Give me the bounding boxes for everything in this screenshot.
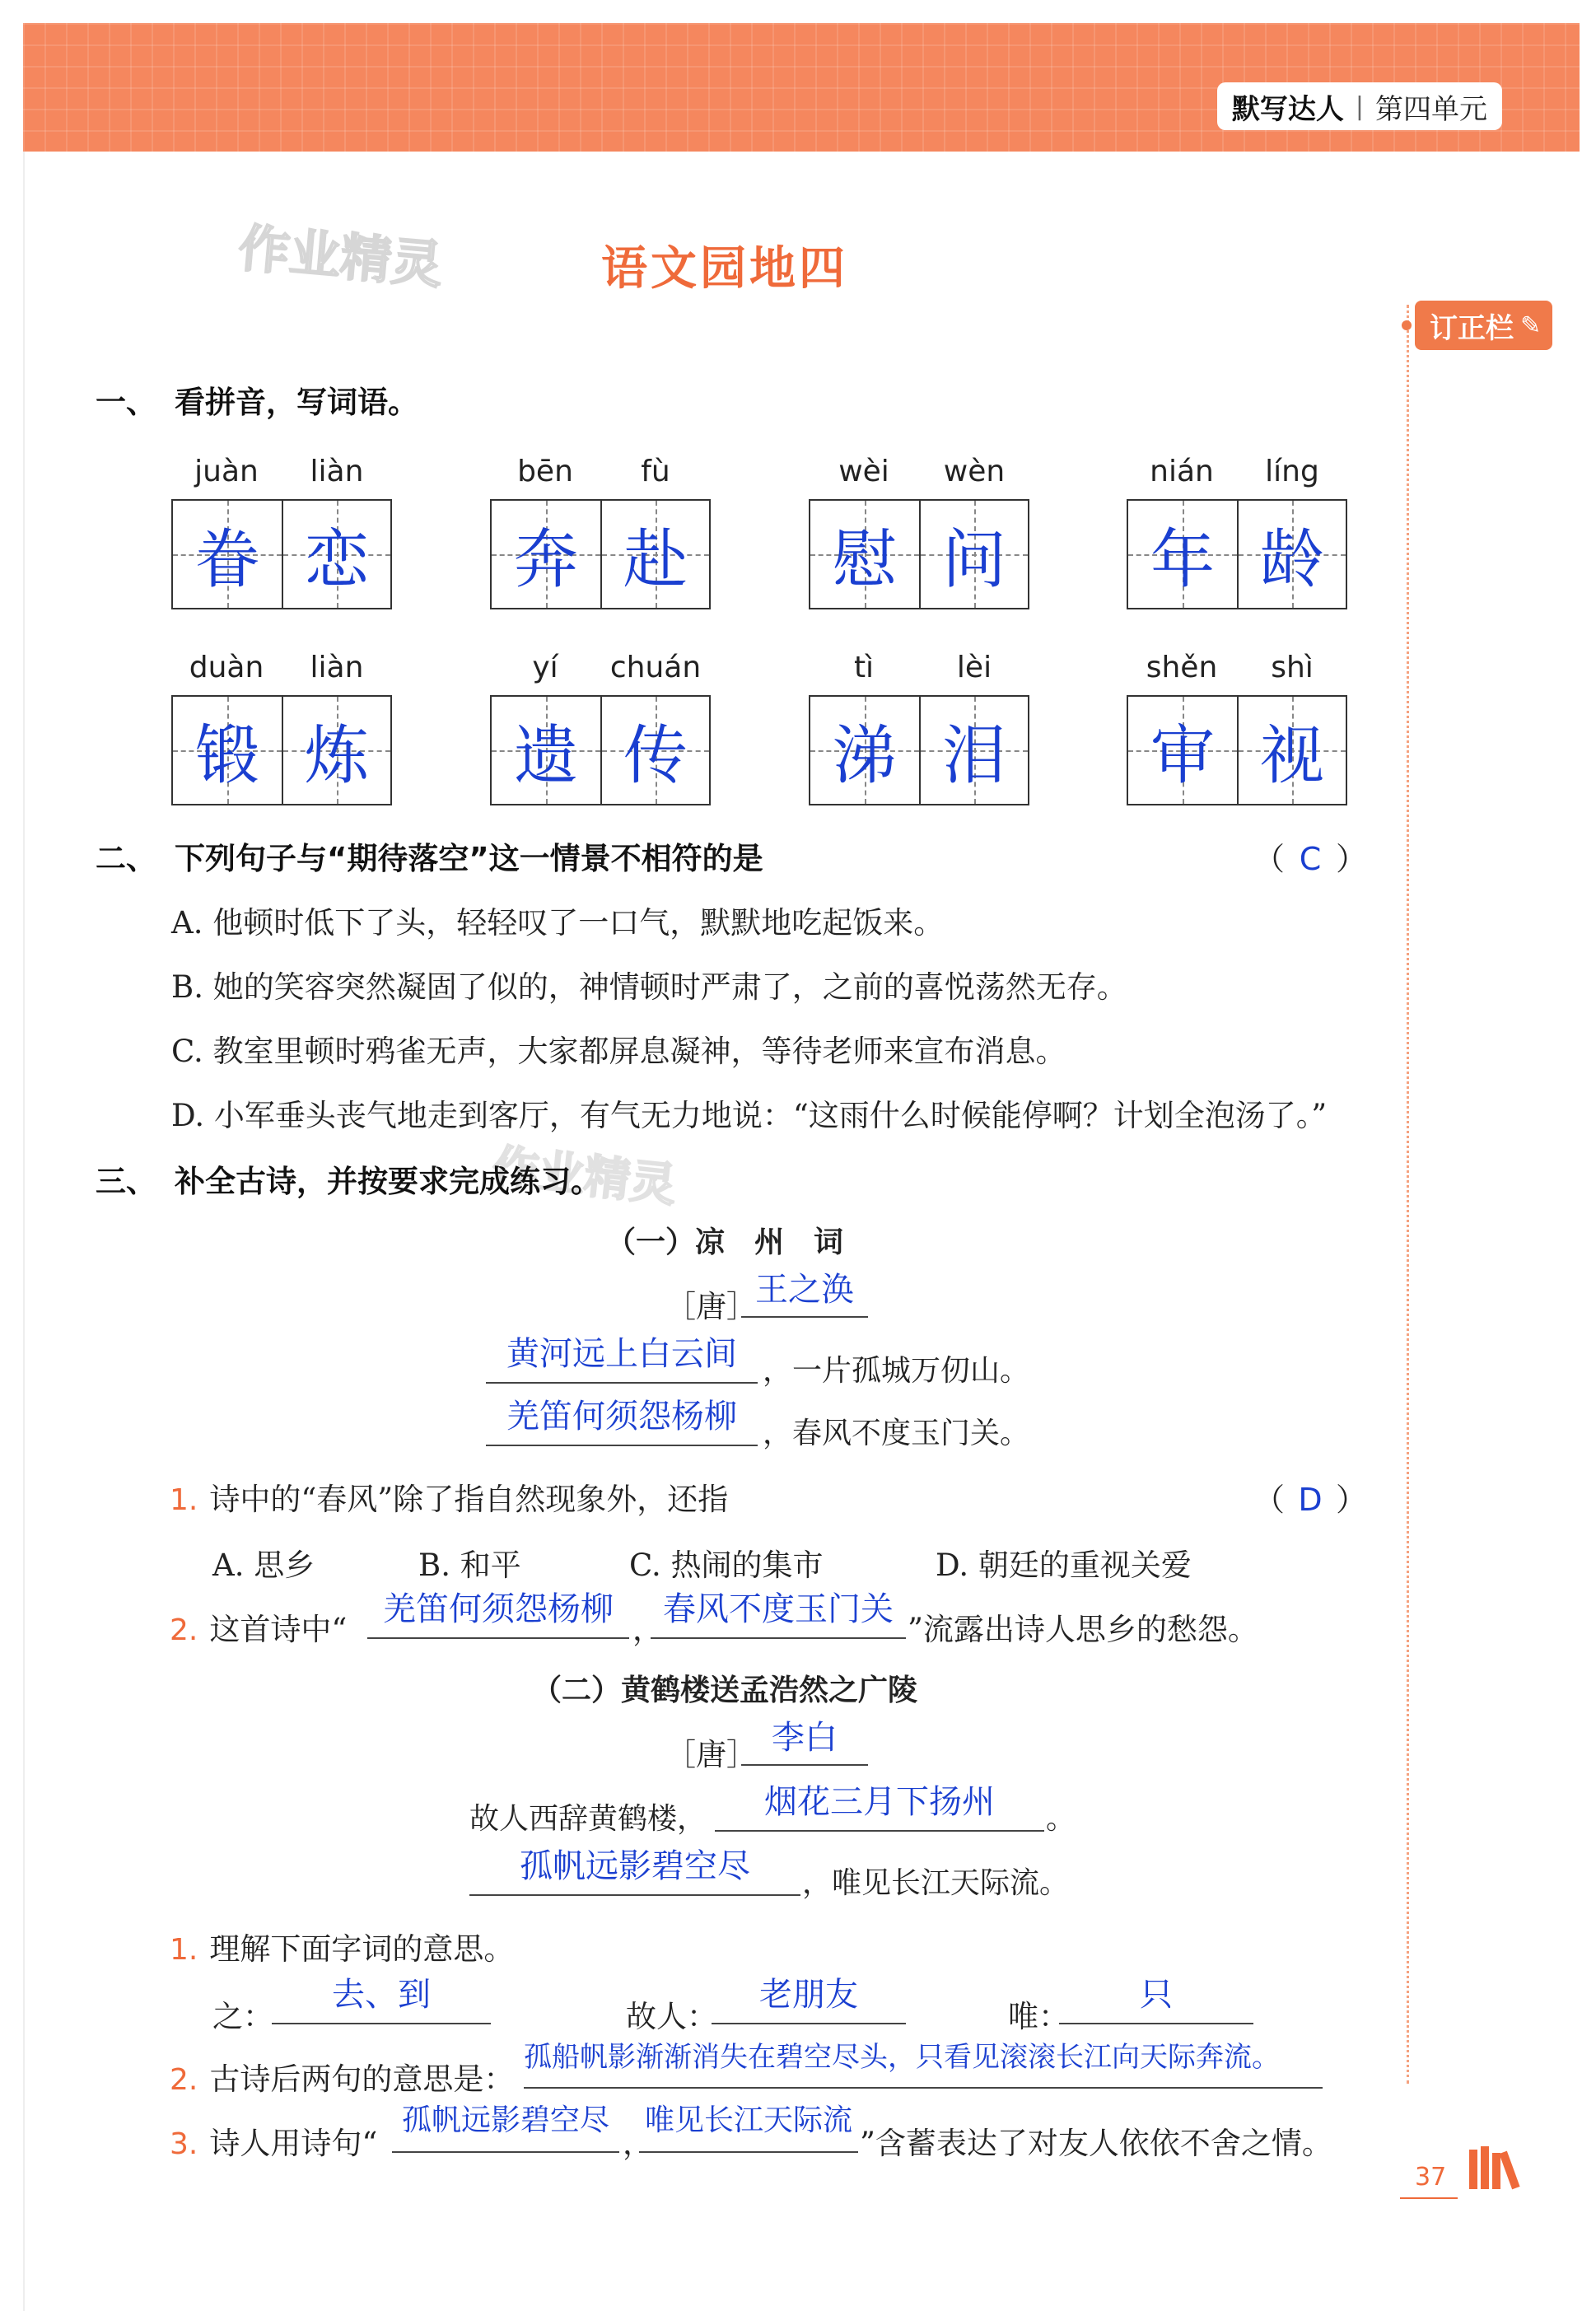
word-grid [1127, 455, 1347, 611]
poem1-line1-blank: 黄河远上白云间 [486, 1333, 758, 1384]
correction-dot [1402, 320, 1412, 330]
pinyin: tì [853, 651, 875, 684]
poem1-line1: ，一片孤城万仞山。 [763, 1354, 1030, 1388]
handwritten-char: 慰 [832, 523, 897, 597]
tianzige-cell [810, 501, 919, 608]
tianzige-box [490, 499, 711, 609]
handwritten-char: 龄 [1259, 523, 1324, 597]
poem1-q2-blank1: 羌笛何须怨杨柳 [367, 1588, 629, 1639]
word-grid [171, 455, 392, 611]
word-label-guren: 故人： [626, 1999, 717, 2034]
poem2-line1-blank: 烟花三月下扬州 [715, 1781, 1044, 1832]
word-grid [490, 651, 711, 807]
poem1-author: 王之涣 [755, 1271, 854, 1309]
pinyin: liàn [310, 455, 364, 488]
handwritten-char: 审 [1150, 719, 1215, 793]
pinyin: lèi [956, 651, 992, 684]
poem2-q3-suffix: ”含蓄表达了对友人依依不舍之情。 [860, 2126, 1332, 2161]
correction-column-line [1407, 305, 1409, 2084]
tianzige-box [490, 695, 711, 805]
poem2-title: （二）黄鹤楼送孟浩然之广陵 [531, 1674, 917, 1707]
answer-parentheses: （ C ） [1253, 841, 1368, 877]
tianzige-box [1127, 499, 1347, 609]
correction-tag-label: 订正栏 [1430, 311, 1514, 345]
answer-d: D [1298, 1482, 1323, 1518]
page-number: 37 [1415, 2163, 1447, 2192]
pinyin: bēn [517, 455, 573, 488]
brand-label: 默写达人 [1231, 92, 1344, 126]
correction-tag [1415, 301, 1552, 350]
comma: ， [632, 1612, 663, 1647]
choice-c: C. 热闹的集市 [629, 1548, 824, 1583]
handwritten-char: 奔 [513, 523, 578, 597]
poem1-title: （一）凉 州 词 [605, 1226, 843, 1259]
tianzige-cell [600, 697, 709, 804]
tianzige-cell [282, 697, 390, 804]
poem2-question1: 1. 理解下面字词的意思。 [170, 1931, 515, 1967]
word-grid [809, 651, 1029, 807]
pinyin: líng [1265, 455, 1319, 488]
section3-heading: 三、 补全古诗，并按要求完成练习。 [96, 1164, 601, 1199]
option-d: D. 小军垂头丧气地走到客厅，有气无力地说：“这雨什么时候能停啊？计划全泡汤了。” [171, 1098, 1328, 1133]
poem2-question3: 3. 诗人用诗句“ [170, 2126, 378, 2161]
word-blank-wei: 只 [1059, 1973, 1253, 2024]
word-label-wei: 唯： [1008, 1999, 1069, 2034]
option-b: B. 她的笑容突然凝固了似的，神情顿时严肃了，之前的喜悦荡然无存。 [171, 969, 1127, 1005]
pencil-icon: ✎ [1520, 310, 1542, 340]
tianzige-box [809, 695, 1029, 805]
poem1-question2: 2. 这首诗中“ [170, 1612, 348, 1647]
tianzige-cell [1128, 697, 1237, 804]
poem2-q2-blank: 孤船帆影渐渐消失在碧空尽头，只看见滚滚长江向天际奔流。 [524, 2039, 1323, 2089]
pinyin: shěn [1146, 651, 1218, 684]
pinyin: nián [1150, 455, 1214, 488]
choice-b: B. 和平 [418, 1548, 521, 1583]
handwritten-char: 遗 [513, 719, 578, 793]
answer-c: C [1299, 841, 1322, 877]
poem2-author-blank [741, 1716, 868, 1766]
word-blank-guren: 老朋友 [712, 1973, 906, 2024]
unit-label: 第四单元 [1375, 92, 1487, 126]
word-grid [171, 651, 392, 807]
tianzige-cell [173, 697, 282, 804]
tianzige-cell [282, 501, 390, 608]
section2-heading: 二、 下列句子与“期待落空”这一情景不相符的是 [96, 841, 763, 876]
tianzige-cell [492, 501, 600, 608]
pinyin: duàn [189, 651, 264, 684]
word-grid [490, 455, 711, 611]
option-c: C. 教室里顿时鸦雀无声，大家都屏息凝神，等待老师来宣布消息。 [171, 1034, 1066, 1069]
option-a: A. 他顿时低下了头，轻轻叹了一口气，默默地吃起饭来。 [171, 905, 945, 941]
tianzige-box [171, 499, 392, 609]
pinyin: yí [532, 651, 558, 684]
handwritten-char: 炼 [304, 719, 369, 793]
poem2-line2: ，唯见长江天际流。 [802, 1866, 1070, 1900]
choice-a: A. 思乡 [212, 1548, 315, 1583]
books-icon [1468, 2145, 1525, 2191]
header-badge [1217, 82, 1502, 130]
pinyin: fù [641, 455, 670, 488]
tianzige-box [171, 695, 392, 805]
poem1-author-blank [741, 1268, 868, 1318]
handwritten-char: 年 [1150, 523, 1215, 597]
tianzige-cell [919, 697, 1028, 804]
pinyin: chuán [609, 651, 702, 684]
header-banner [23, 23, 1580, 152]
pinyin: wèi [838, 455, 889, 488]
pinyin: shì [1271, 651, 1314, 684]
tianzige-cell [919, 501, 1028, 608]
section1-heading: 一、 看拼音，写词语。 [96, 385, 418, 420]
handwritten-char: 涕 [832, 719, 897, 793]
choice-d: D. 朝廷的重视关爱 [936, 1548, 1192, 1583]
poem2-question2: 2. 古诗后两句的意思是： [170, 2061, 515, 2097]
tianzige-cell [600, 501, 709, 608]
poem1-q2-blank2: 春风不度玉门关 [651, 1588, 906, 1639]
handwritten-char: 视 [1259, 719, 1324, 793]
handwritten-char: 问 [941, 523, 1006, 597]
tianzige-cell [173, 501, 282, 608]
header-separator: | [1355, 91, 1364, 121]
word-grid [1127, 651, 1347, 807]
handwritten-char: 锻 [194, 719, 259, 793]
poem2-line1-end: 。 [1046, 1802, 1076, 1836]
poem1-q2-suffix: ”流露出诗人思乡的愁怨。 [908, 1612, 1258, 1647]
word-label-zhi: 之： [212, 1999, 273, 2034]
watermark: 作业精灵 [236, 217, 446, 296]
tianzige-cell [1237, 501, 1346, 608]
poem1-line2-blank: 羌笛何须怨杨柳 [486, 1395, 758, 1446]
pinyin: juàn [194, 455, 259, 488]
tianzige-cell [810, 697, 919, 804]
watermark: 作业精灵 [489, 1140, 679, 1213]
tianzige-box [1127, 695, 1347, 805]
poem1-line2: ，春风不度玉门关。 [763, 1417, 1030, 1450]
tianzige-cell [1237, 697, 1346, 804]
handwritten-char: 传 [623, 719, 688, 793]
poem1-dynasty: ［唐］ [665, 1289, 757, 1324]
poem2-line1: 故人西辞黄鹤楼， [469, 1802, 707, 1836]
tianzige-cell [1128, 501, 1237, 608]
poem2-author: 李白 [772, 1719, 838, 1757]
word-blank-zhi: 去、到 [272, 1973, 491, 2024]
handwritten-char: 恋 [304, 523, 369, 597]
page-title: 语文园地四 [601, 242, 848, 296]
poem2-q3-blank1: 孤帆远影碧空尽 [392, 2102, 619, 2153]
word-grid [809, 455, 1029, 611]
poem2-line2-blank: 孤帆远影碧空尽 [469, 1845, 800, 1896]
handwritten-char: 眷 [194, 523, 259, 597]
tianzige-box [809, 499, 1029, 609]
comma: ， [623, 2126, 653, 2161]
handwritten-char: 泪 [941, 719, 1006, 793]
pinyin: liàn [310, 651, 364, 684]
poem2-q3-blank2: 唯见长江天际流 [639, 2102, 858, 2153]
tianzige-cell [492, 697, 600, 804]
pinyin: wèn [943, 455, 1006, 488]
poem1-question1: 1. 诗中的“春风”除了指自然现象外，还指 [170, 1482, 729, 1517]
poem2-dynasty: ［唐］ [665, 1737, 757, 1772]
handwritten-char: 赴 [623, 523, 688, 597]
poem1-q1-parentheses: （ D ） [1253, 1482, 1368, 1518]
page-number-underline [1400, 2197, 1458, 2199]
